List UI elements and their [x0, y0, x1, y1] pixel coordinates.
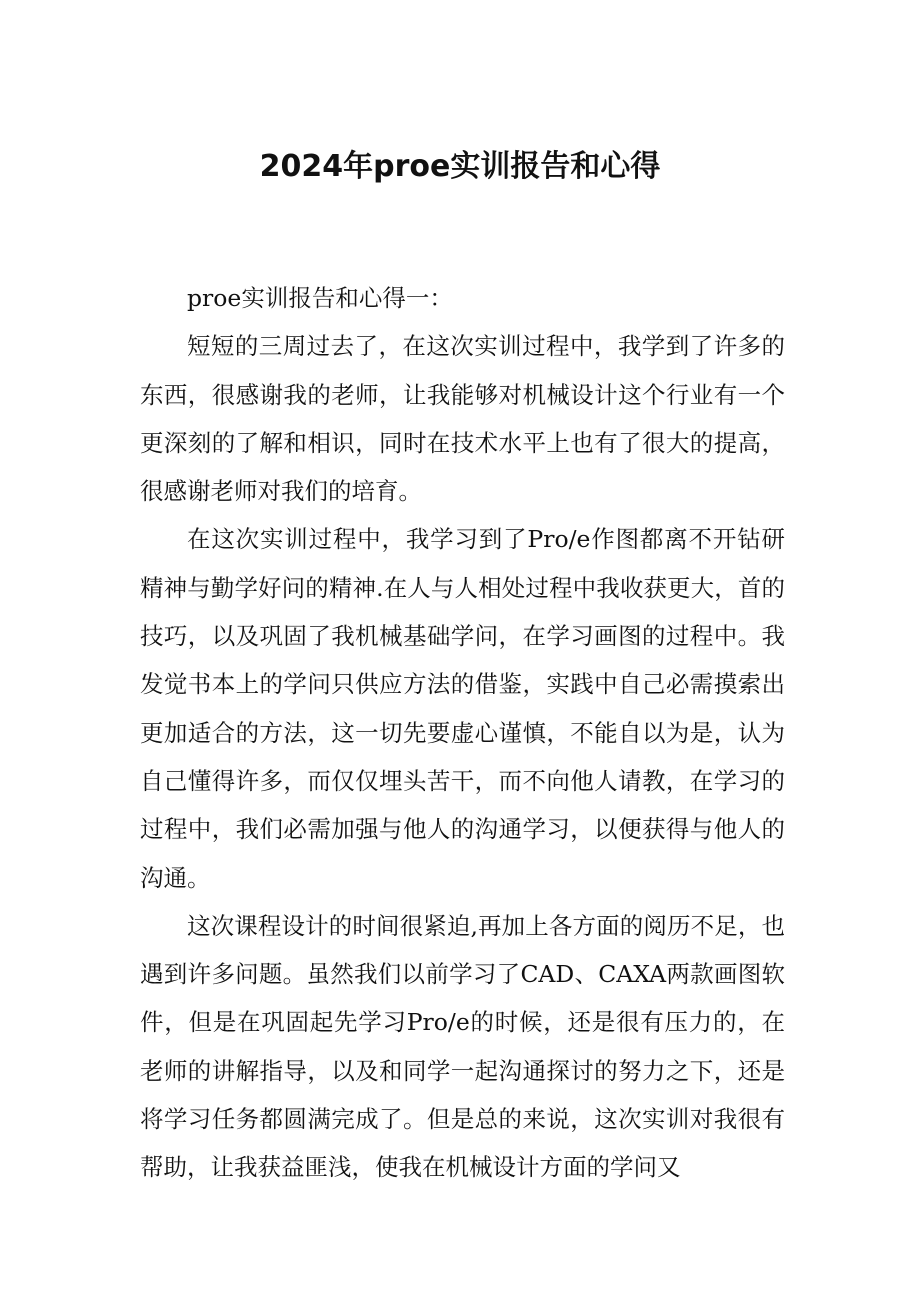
- body-paragraph: 短短的三周过去了，在这次实训过程中，我学到了许多的东西，很感谢我的老师，让我能够对机械设计这个行业有一个更深刻的了解和相识，同时在技术水平上也有了很大的提高，很感谢老师对我们的培育。: [140, 332, 785, 506]
- document-body: [140, 274, 785, 1192]
- body-paragraph: 这次课程设计的时间很紧迫,再加上各方面的阅历不足，也遇到许多问题。虽然我们以前学习了CAD、CAXA两款画图软件，但是在巩固起先学习Pro/e的时候，还是很有压力的，在老师的讲解指导，以及和同学一起沟通探讨的努力之下，还是将学习任务都圆满完成了。但是总的来说，这次实训对我很有帮助，让我获益匪浅，使我在机械设计方面的学问又: [140, 911, 785, 1182]
- section-heading: proe实训报告和心得一：: [187, 284, 453, 312]
- body-paragraph: 在这次实训过程中，我学习到了Pro/e作图都离不开钻研精神与勤学好问的精神.在人与人相处过程中我收获更大，首的技巧，以及巩固了我机械基础学问，在学习画图的过程中。我发觉书本上的学问只供应方法的借鉴，实践中自己必需摸索出更加适合的方法，这一切先要虚心谨慎，不能自以为是，认为自己懂得许多，而仅仅埋头苦干，而不向他人请教，在学习的过程中，我们必需加强与他人的沟通学习，以便获得与他人的沟通。: [140, 525, 785, 892]
- document-title: 2024年proe实训报告和心得: [259, 149, 661, 184]
